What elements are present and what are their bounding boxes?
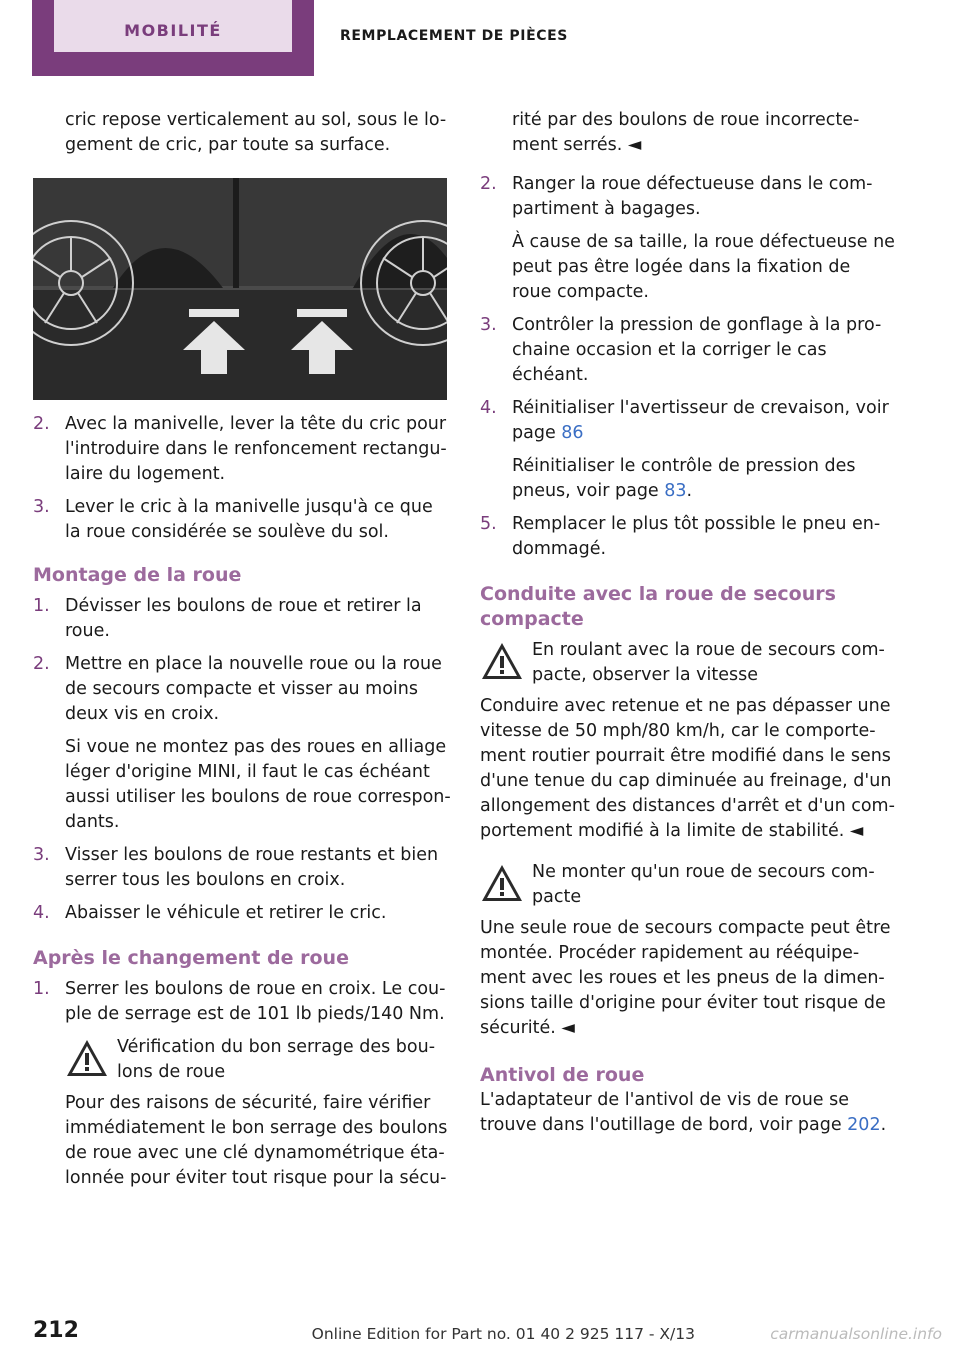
list-number: 5. [480, 514, 497, 534]
list-text [512, 396, 895, 446]
warning-icon [65, 1038, 109, 1078]
list-text: Visser les boulons de roue restants et bien serrer tous les boulons en croix. [65, 845, 439, 890]
list-item [480, 172, 895, 305]
section-tab-label: MOBILITÉ [54, 0, 292, 52]
list-number: 1. [33, 596, 50, 616]
section-tab [32, 0, 314, 76]
list-item [480, 313, 895, 388]
list-note: Si voue ne montez pas des roues en alliage léger d'origine MINI, il faut le cas échéant aussi utiliser les boulons de roue correspon- dants. [65, 737, 451, 832]
list-item [33, 901, 453, 926]
list-number: 3. [33, 845, 50, 865]
list-number: 1. [33, 979, 50, 999]
list-item [33, 594, 453, 644]
list-text: Mettre en place la nouvelle roue ou la roue de secours compacte et visser au moins deux vis en croix. [65, 654, 442, 724]
warning-title: Ne monter qu'un roue de secours com- pacte [532, 862, 875, 907]
list-item [480, 512, 895, 562]
list-number: 2. [33, 654, 50, 674]
warning-icon [480, 641, 524, 681]
warning-block [480, 638, 895, 690]
right-column [480, 108, 895, 1138]
warning-block [65, 1035, 453, 1087]
page-link-202[interactable]: 202 [847, 1115, 881, 1135]
page-link-86[interactable]: 86 [561, 423, 584, 443]
list-note: À cause de sa taille, la roue défectueuse ne peut pas être logée dans la fixation de roue compacte. [512, 232, 895, 302]
left-column [33, 108, 453, 1191]
list-text: Dévisser les boulons de roue et retirer la roue. [65, 596, 422, 641]
list-number: 3. [33, 497, 50, 517]
list-item [33, 977, 453, 1191]
list-text: Contrôler la pression de gonflage à la pro- chaine occasion et la corriger le cas échéant. [512, 315, 882, 385]
list-note-part: Réinitialiser le contrôle de pression des pneus, voir page [512, 456, 856, 501]
antivol-paragraph [480, 1088, 895, 1138]
list-text: Remplacer le plus tôt possible le pneu en- dommagé. [512, 514, 881, 559]
warning-body: Une seule roue de secours compacte peut être montée. Procéder rapidement au rééquipe- ment avec les roues et les pneus de la dimen- sions taille d'origine pour éviter tout risque de sécurité. ◄ [480, 918, 891, 1038]
antivol-end: . [880, 1115, 887, 1135]
warning-icon [480, 863, 524, 903]
list-note-end: . [686, 481, 693, 501]
list-text: Serrer les boulons de roue en croix. Le cou- ple de serrage est de 101 lb pieds/140 Nm. [65, 979, 446, 1024]
list-number: 4. [33, 903, 50, 923]
page-number: 212 [33, 1318, 79, 1343]
heading-secours: Conduite avec la roue de secours compacte [480, 583, 836, 630]
list-number: 2. [480, 174, 497, 194]
antivol-text: L'adaptateur de l'antivol de vis de roue se trouve dans l'outillage de bord, voir page [480, 1090, 850, 1135]
warning-block [480, 860, 895, 912]
footer-brand: carmanualsonline.info [770, 1325, 942, 1343]
warning-title: En roulant avec la roue de secours com- pacte, observer la vitesse [532, 640, 885, 685]
list-item [480, 396, 895, 504]
list-item [33, 652, 453, 835]
list-text: Avec la manivelle, lever la tête du cric pour l'introduire dans le renfoncement rectangu- laire du logement. [65, 414, 447, 484]
page-link-83[interactable]: 83 [664, 481, 687, 501]
list-number: 2. [33, 414, 50, 434]
chapter-title: REMPLACEMENT DE PIÈCES [340, 28, 568, 44]
heading-antivol: Antivol de roue [480, 1064, 645, 1086]
list-text: Lever le cric à la manivelle jusqu'à ce que la roue considérée se soulève du sol. [65, 497, 433, 542]
continued-paragraph: rité par des boulons de roue incorrecte- ment serrés. ◄ [512, 110, 860, 155]
warning-title: Vérification du bon serrage des bou- lons de roue [117, 1037, 436, 1082]
heading-montage: Montage de la roue [33, 564, 242, 586]
heading-apres: Après le changement de roue [33, 947, 349, 969]
car-jack-points-illustration [33, 178, 447, 400]
list-item [33, 495, 453, 545]
list-item [33, 412, 453, 487]
list-number: 4. [480, 398, 497, 418]
footer-edition: Online Edition for Part no. 01 40 2 925 117 - X/13 [311, 1325, 695, 1343]
list-item [33, 843, 453, 893]
warning-body: Conduire avec retenue et ne pas dépasser une vitesse de 50 mph/80 km/h, car le comporte- ment routier pourrait être modifié dans le sens d'une tenue du cap diminuée au freinage, d'un allongement des distances d'arrêt et d'un com- portement modifié à la limite de stabilité. ◄ [480, 696, 895, 841]
warning-body: Pour des raisons de sécurité, faire vérifier immédiatement le bon serrage des boulons de roue avec une clé dynamométrique éta- lonnée pour éviter tout risque pour la sécu- [65, 1093, 448, 1188]
intro-paragraph: cric repose verticalement au sol, sous le lo- gement de cric, par toute sa surface. [65, 110, 447, 155]
list-text: Ranger la roue défectueuse dans le com- partiment à bagages. [512, 174, 873, 219]
list-note [512, 454, 895, 504]
list-text-part: Réinitialiser l'avertisseur de crevaison, voir page [512, 398, 889, 443]
list-text: Abaisser le véhicule et retirer le cric. [65, 903, 387, 923]
list-number: 3. [480, 315, 497, 335]
